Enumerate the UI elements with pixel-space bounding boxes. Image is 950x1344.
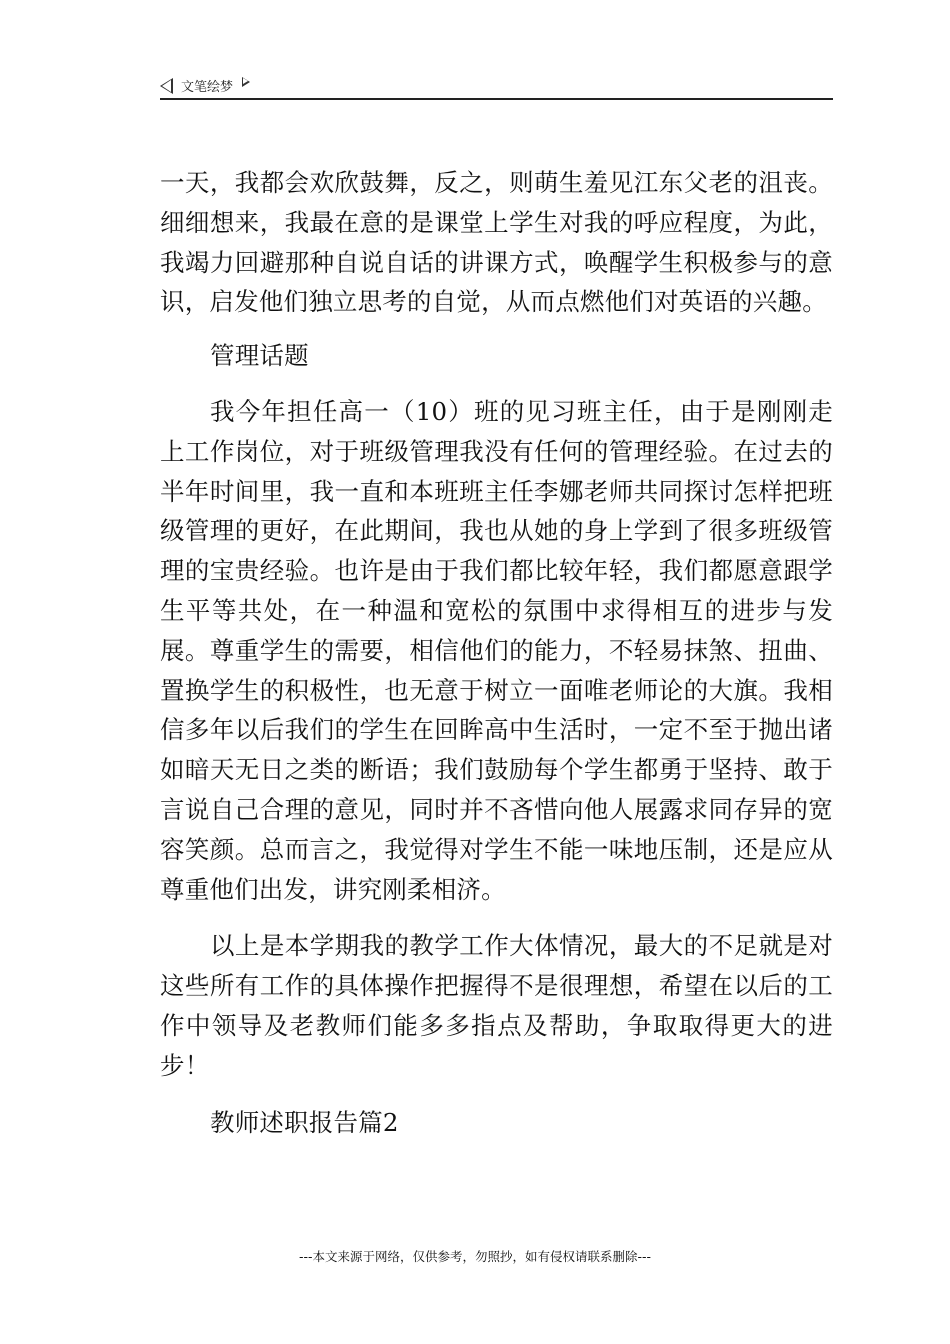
section-heading-management: 管理话题 — [210, 341, 309, 371]
page-header — [160, 72, 833, 100]
document-body — [160, 163, 833, 1142]
header-brand — [160, 76, 250, 95]
triangle-left-icon — [160, 78, 173, 94]
triangle-right-icon — [242, 77, 250, 87]
paragraph-continuation: 一天，我都会欢欣鼓舞，反之，则萌生羞见江东父老的沮丧。细细想来，我最在意的是课堂上学生对我的呼应程度，为此，我竭力回避那种自说自话的讲课方式，唤醒学生积极参与的意识，启发他们独立思考的自觉，从而点燃他们对英语的兴趣。 — [160, 168, 833, 317]
paragraph-summary: 以上是本学期我的教学工作大体情况，最大的不足就是对这些所有工作的具体操作把握得不是很理想，希望在以后的工作中领导及老教师们能多多指点及帮助，争取取得更大的进步！ — [160, 931, 833, 1080]
brand-text: 文笔绘梦 — [181, 80, 234, 95]
paragraph-management: 我今年担任高一（10）班的见习班主任，由于是刚刚走上工作岗位，对于班级管理我没有任何的管理经验。在过去的半年时间里，我一直和本班班主任李娜老师共同探讨怎样把班级管理的更好，在此期间，我也从她的身上学到了很多班级管理的宝贵经验。也许是由于我们都比较年轻，我们都愿意跟学生平等共处，在一种温和宽松的氛围中求得相互的进步与发展。尊重学生的需要，相信他们的能力，不轻易抹煞、扭曲、置换学生的积极性，也无意于树立一面唯老师论的大旗。我相信多年以后我们的学生在回眸高中生活时，一定不至于抛出诸如暗天无日之类的断语；我们鼓励每个学生都勇于坚持、敢于言说自己合理的意见，同时并不吝惜向他人展露求同存异的宽容笑颜。总而言之，我觉得对学生不能一味地压制，还是应从尊重他们出发，讲究刚柔相济。 — [160, 396, 833, 904]
section-heading-report-2: 教师述职报告篇2 — [210, 1107, 399, 1137]
footer-notice: ---本文来源于网络，仅供参考，勿照抄，如有侵权请联系删除--- — [298, 1249, 652, 1264]
